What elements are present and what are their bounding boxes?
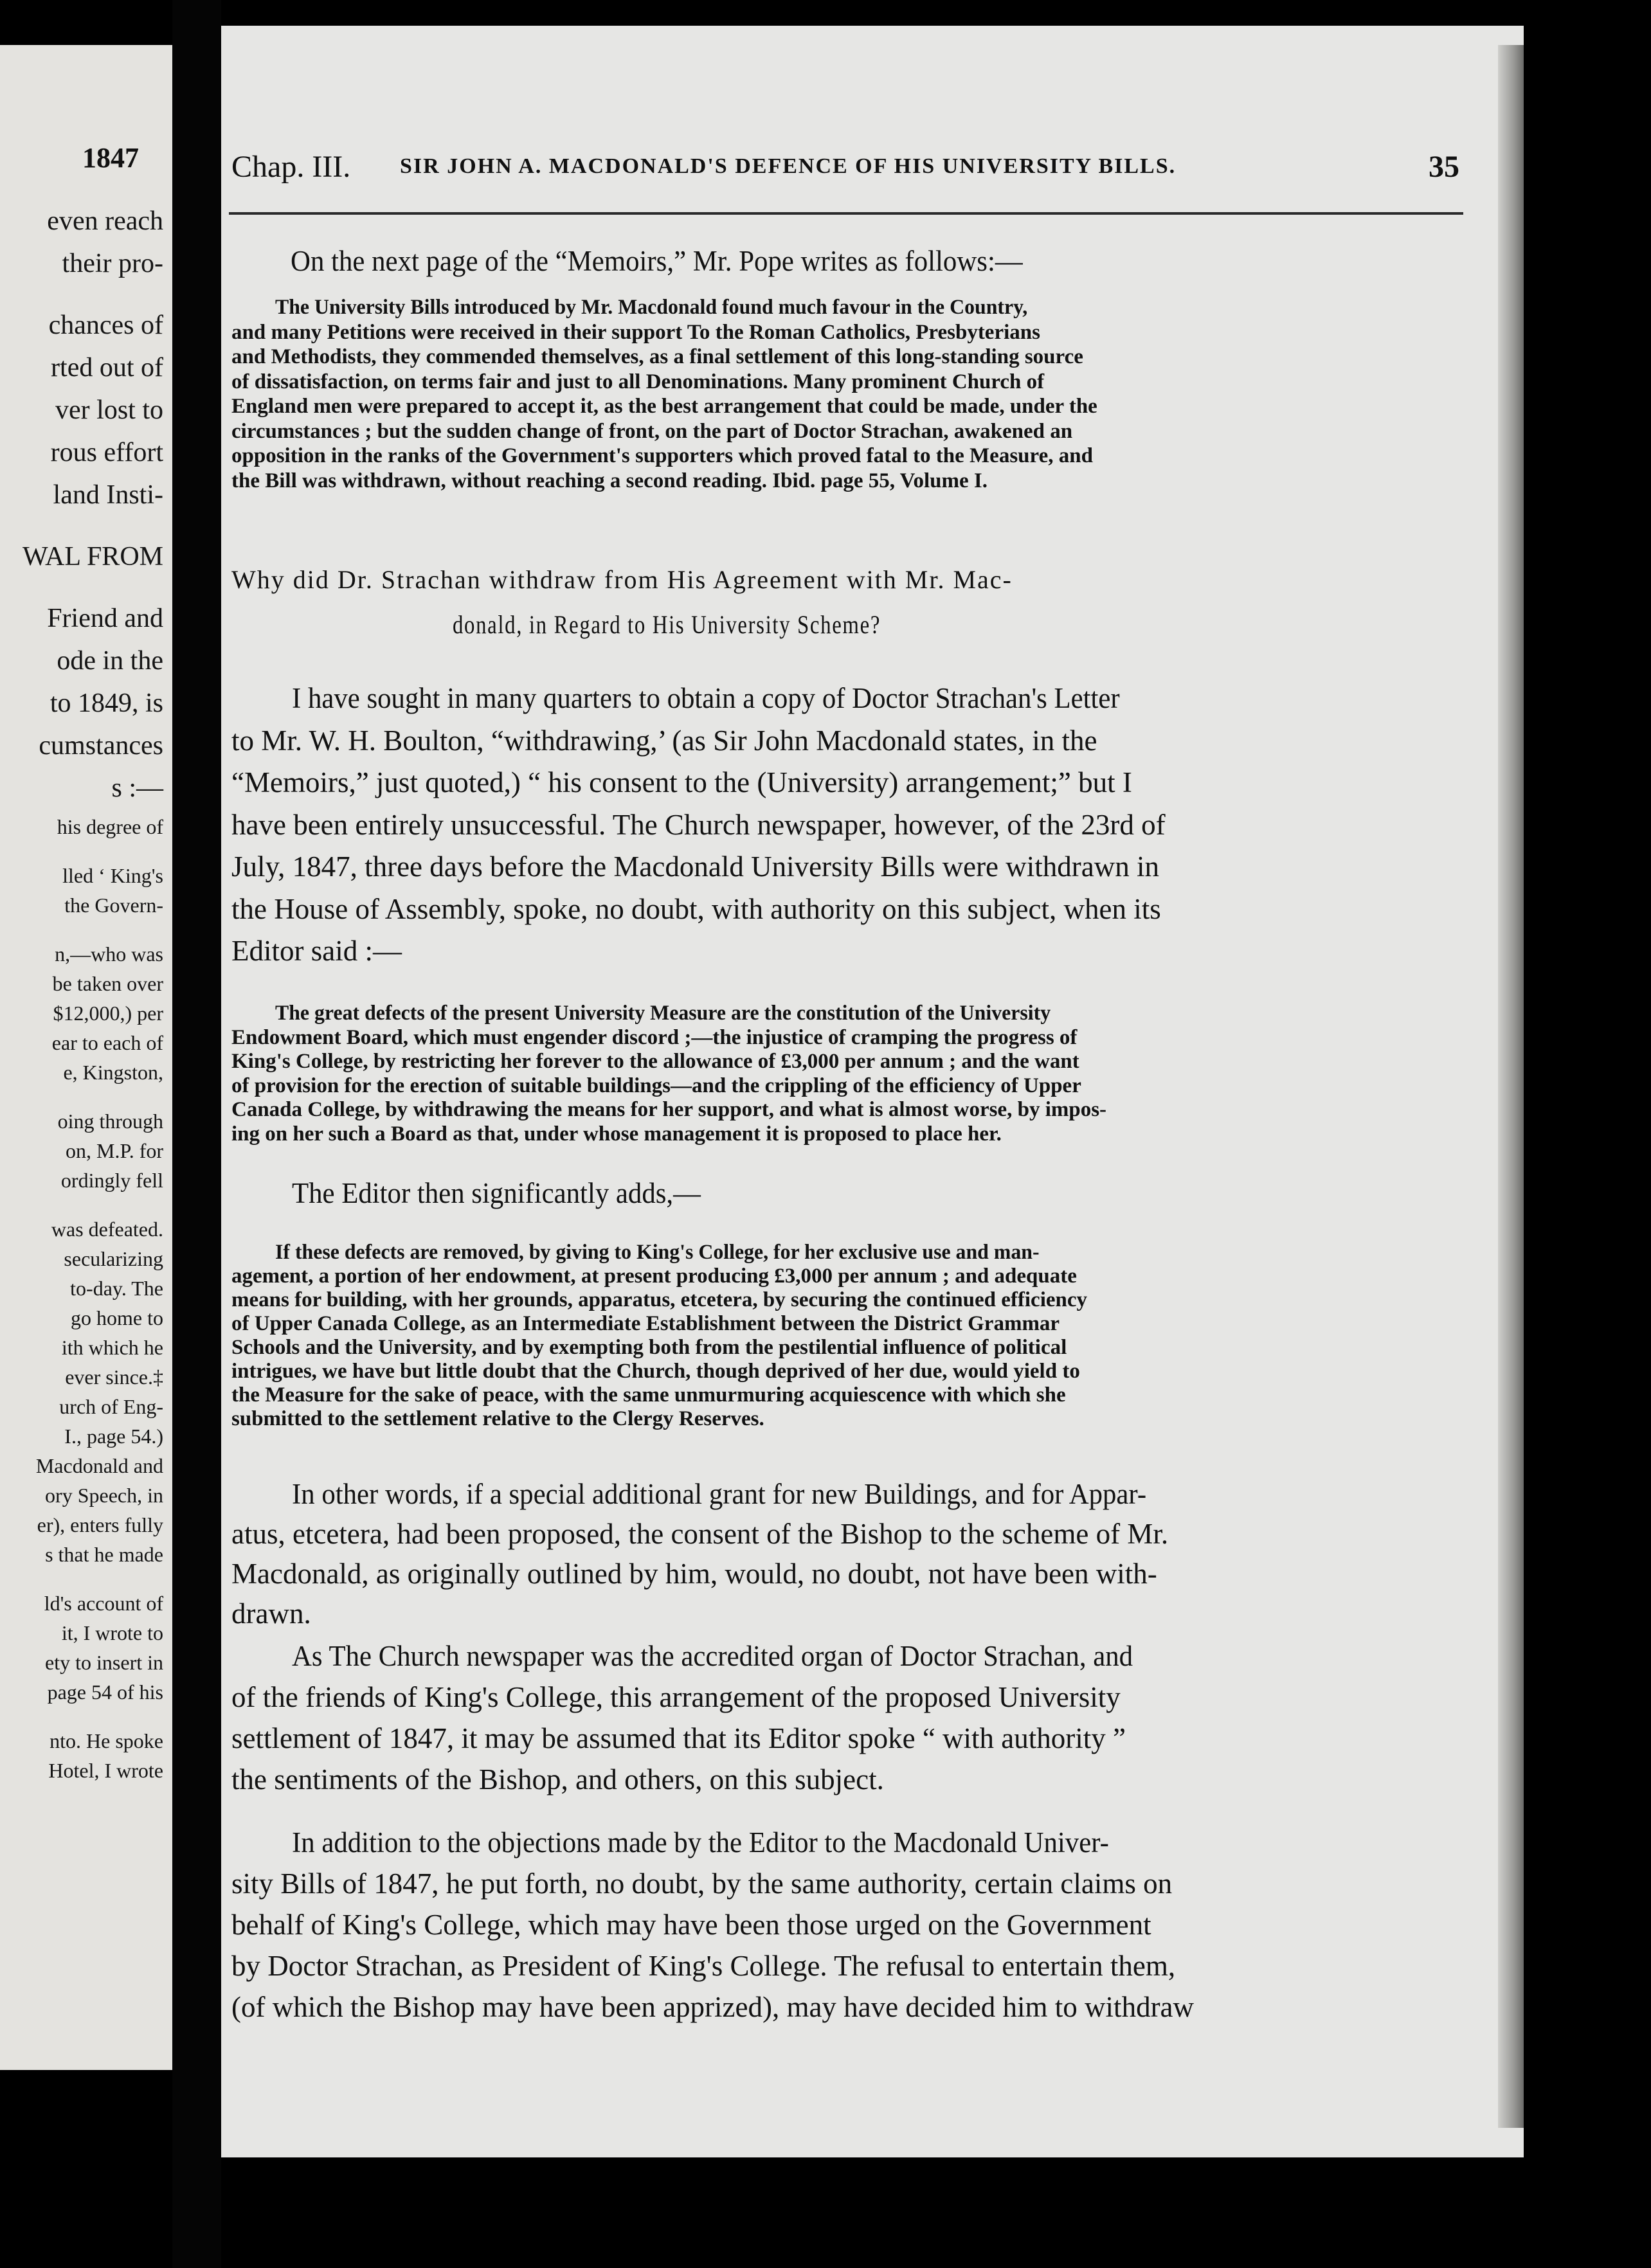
paragraph-line: settlement of 1847, it may be assumed that its Editor spoke “ with authority ” (231, 1722, 1126, 1754)
quote-line: The University Bills introduced by Mr. Macdonald found much favour in the Country, (275, 296, 1028, 319)
facing-page-line: land Insti- (53, 480, 163, 510)
quote-line: of dissatisfaction, on terms fair and just to all Denominations. Many prominent Church of (231, 370, 1045, 393)
facing-page-line: er), enters fully (37, 1513, 163, 1536)
paragraph-line: behalf of King's College, which may have been those urged on the Government (231, 1909, 1151, 1941)
facing-page-line: ith which he (61, 1336, 163, 1359)
facing-page-line: ety to insert in (45, 1651, 163, 1674)
facing-page-line: their pro- (62, 249, 163, 278)
facing-page-line: s that he made (45, 1543, 163, 1566)
paragraph-line: “Memoirs,” just quoted,) “ his consent to the (University) arrangement;” but I (231, 766, 1132, 798)
facing-page-line: be taken over (52, 972, 163, 995)
facing-page-line: ode in the (57, 646, 163, 676)
facing-page-line: oing through (57, 1110, 163, 1133)
section-heading: Why did Dr. Strachan withdraw from His Agreement with Mr. Mac- (231, 565, 1013, 594)
paragraph-line: Editor said :— (231, 935, 402, 967)
quote-line: ing on her such a Board as that, under whose management it is proposed to place her. (231, 1122, 1002, 1146)
book-gutter (172, 0, 221, 2268)
facing-page-line: urch of Eng- (59, 1395, 163, 1418)
paragraph-line: the House of Assembly, spoke, no doubt, with authority on this subject, when its (231, 892, 1161, 925)
facing-page-line: s :— (111, 773, 163, 803)
facing-page-line: ordingly fell (60, 1169, 163, 1192)
facing-page-line: rted out of (51, 353, 163, 382)
page-number: 35 (1429, 150, 1459, 184)
facing-page-line: it, I wrote to (61, 1621, 163, 1644)
quote-line: England men were prepared to accept it, as the best arrangement that could be made, under the (231, 395, 1097, 418)
facing-page-line: chances of (48, 310, 163, 340)
facing-page-year: 1847 (82, 142, 139, 174)
book-page (221, 26, 1524, 2157)
quote-line: The great defects of the present University Measure are the constitution of the University (275, 1002, 1051, 1025)
facing-page-line: e, Kingston, (63, 1061, 163, 1084)
quote-line: the Measure for the sake of peace, with the same unmurmuring acquiescence with which she (231, 1383, 1066, 1407)
facing-page-line: to 1849, is (50, 688, 163, 718)
facing-page-line: ear to each of (51, 1031, 163, 1054)
facing-page-line: page 54 of his (47, 1680, 163, 1704)
running-header (231, 149, 1466, 188)
paragraph-line: (of which the Bishop may have been apprized), may have decided him to withdraw (231, 1991, 1195, 2023)
quote-line: of Upper Canada College, as an Intermediate Establishment between the District Grammar (231, 1312, 1060, 1335)
facing-page-line: lled ‘ King's (62, 864, 163, 887)
facing-page-line: ld's account of (44, 1592, 163, 1615)
running-title: SIR JOHN A. MACDONALD'S DEFENCE OF HIS UNIVERSITY BILLS. (400, 154, 1177, 178)
quote-line: intrigues, we have but little doubt that the Church, though deprived of her due, would yield to (231, 1360, 1080, 1383)
facing-page-line: was defeated. (51, 1218, 163, 1241)
page-edge-shadow (1498, 45, 1524, 2128)
facing-page-line: ever since.‡ (65, 1365, 163, 1389)
paragraph-line: to Mr. W. H. Boulton, “withdrawing,’ (as Sir John Macdonald states, in the (231, 724, 1097, 757)
paragraph-line: As The Church newspaper was the accredited organ of Doctor Strachan, and (292, 1640, 1133, 1672)
paragraph-line: drawn. (231, 1598, 311, 1630)
paragraph-line: the sentiments of the Bishop, and others, on this subject. (231, 1763, 884, 1796)
facing-page-fragment (0, 45, 172, 2070)
paragraph-line: sity Bills of 1847, he put forth, no doubt, by the same authority, certain claims on (231, 1868, 1173, 1900)
paragraph-line: have been entirely unsuccessful. The Church newspaper, however, of the 23rd of (231, 808, 1166, 841)
paragraph-line: July, 1847, three days before the Macdonald University Bills were withdrawn in (231, 851, 1159, 883)
quote-line: circumstances ; but the sudden change of front, on the part of Doctor Strachan, awakened an (231, 419, 1073, 443)
paragraph-line: by Doctor Strachan, as President of King's College. The refusal to entertain them, (231, 1950, 1176, 1982)
facing-page-line: Friend and (47, 604, 163, 633)
facing-page-line: go home to (71, 1306, 163, 1329)
quote-line: and many Petitions were received in their support To the Roman Catholics, Presbyterians (231, 320, 1040, 344)
header-rule (229, 212, 1463, 215)
facing-page-line: rous effort (50, 438, 163, 467)
facing-page-line: WAL FROM (23, 542, 163, 572)
quote-line: of provision for the erection of suitable buildings—and the crippling of the efficiency of Upper (231, 1074, 1081, 1097)
facing-page-line: Hotel, I wrote (48, 1759, 163, 1782)
facing-page-line: nto. He spoke (50, 1729, 163, 1752)
facing-page-line: even reach (47, 206, 163, 236)
facing-page-line: I., page 54.) (64, 1425, 163, 1448)
facing-page-line: secularizing (64, 1247, 163, 1270)
facing-page-line: Macdonald and (35, 1454, 163, 1477)
quote-line: Endowment Board, which must engender discord ;—the injustice of cramping the progress of (231, 1025, 1078, 1049)
paragraph-line: Macdonald, as originally outlined by him, would, no doubt, not have been with- (231, 1558, 1157, 1590)
quote-line: the Bill was withdrawn, without reaching a second reading. Ibid. page 55, Volume I. (231, 469, 988, 492)
facing-page-line: ory Speech, in (45, 1484, 163, 1507)
facing-page-line: n,—who was (55, 942, 163, 966)
intro-line: On the next page of the “Memoirs,” Mr. Pope writes as follows:— (291, 245, 1023, 277)
paragraph-line: of the friends of King's College, this arrangement of the proposed University (231, 1681, 1121, 1713)
quote-line: submitted to the settlement relative to the Clergy Reserves. (231, 1407, 764, 1430)
quote-line: means for building, with her grounds, apparatus, etcetera, by securing the continued efficiency (231, 1288, 1088, 1311)
quote-line: Schools and the University, and by exempting both from the pestilential influence of political (231, 1336, 1067, 1359)
quote-line: Canada College, by withdrawing the means for her support, and what is almost worse, by impos- (231, 1098, 1107, 1121)
quote-line: opposition in the ranks of the Government's supporters which proved fatal to the Measure, and (231, 444, 1093, 467)
quote-line: and Methodists, they commended themselves, as a final settlement of this long-standing source (231, 345, 1083, 368)
quote-line: King's College, by restricting her forever to the allowance of £3,000 per annum ; and the want (231, 1050, 1079, 1073)
facing-page-line: to-day. The (70, 1277, 163, 1300)
chapter-label: Chap. III. (231, 150, 351, 184)
paragraph-line: atus, etcetera, had been proposed, the consent of the Bishop to the scheme of Mr. (231, 1518, 1169, 1550)
section-heading: donald, in Regard to His University Scheme? (453, 610, 881, 639)
paragraph-line: The Editor then significantly adds,— (292, 1177, 701, 1209)
facing-page-line: the Govern- (64, 894, 163, 917)
facing-page-line: on, M.P. for (65, 1139, 163, 1162)
paragraph-line: In other words, if a special additional grant for new Buildings, and for Appar- (292, 1478, 1147, 1510)
quote-line: If these defects are removed, by giving to King's College, for her exclusive use and man- (275, 1241, 1040, 1264)
facing-page-line: ver lost to (55, 395, 163, 425)
facing-page-line: $12,000,) per (53, 1002, 163, 1025)
facing-page-line: cumstances (39, 731, 163, 760)
paragraph-line: In addition to the objections made by the Editor to the Macdonald Univer- (292, 1826, 1109, 1859)
quote-line: agement, a portion of her endowment, at present producing £3,000 per annum ; and adequate (231, 1264, 1077, 1288)
facing-page-line: his degree of (57, 815, 163, 838)
paragraph-line: I have sought in many quarters to obtain a copy of Doctor Strachan's Letter (292, 682, 1120, 714)
